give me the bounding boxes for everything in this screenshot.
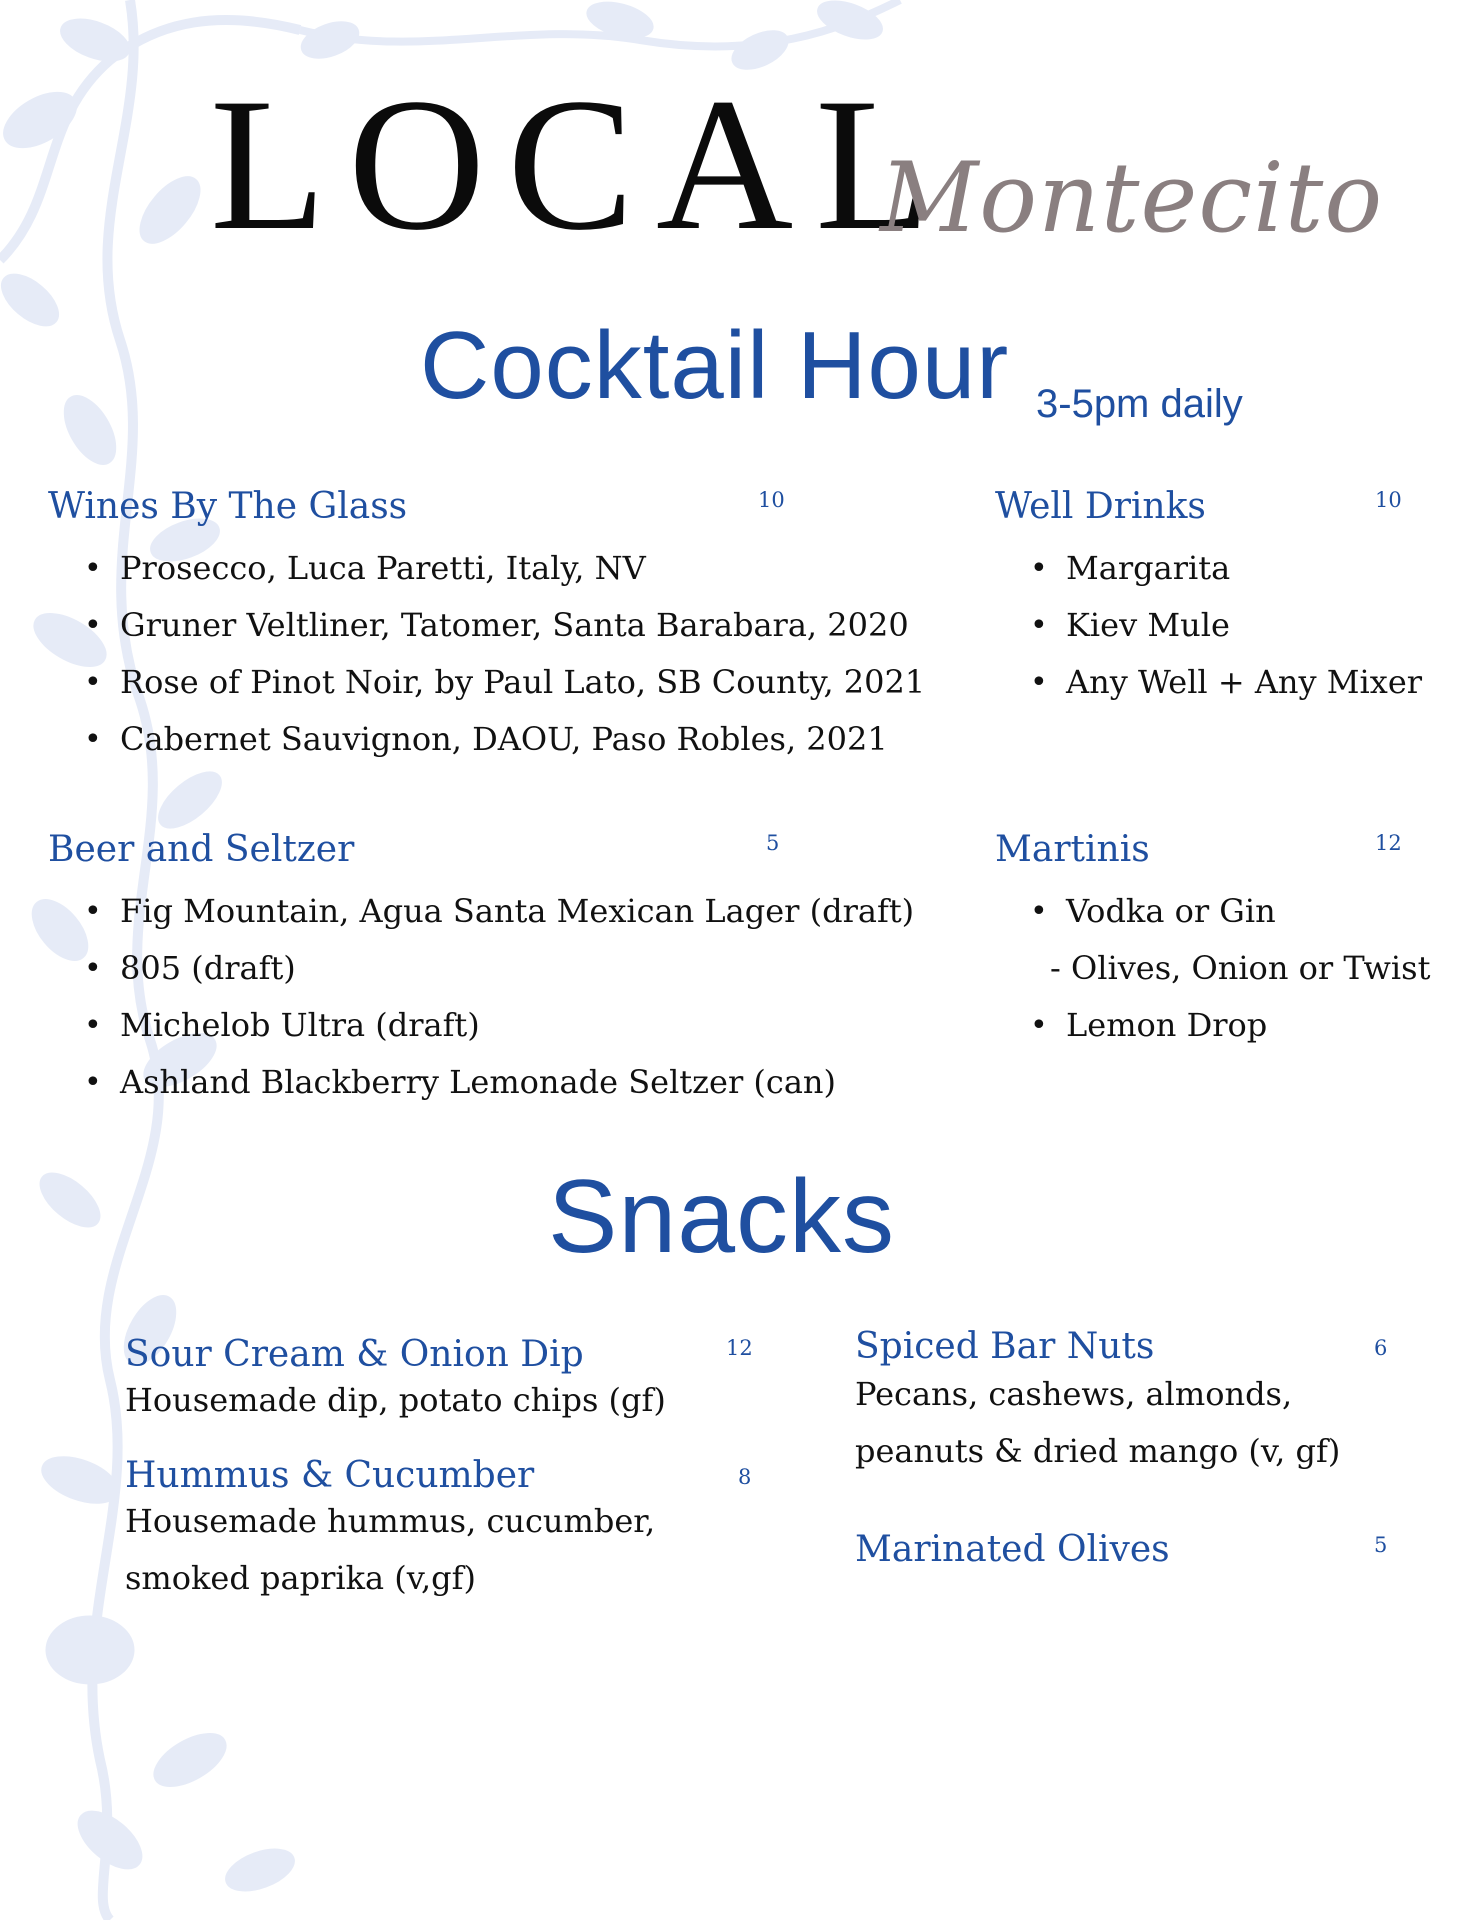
snack-name-sour-cream: Sour Cream & Onion Dip xyxy=(125,1334,584,1375)
list-item: • Lemon Drop xyxy=(1030,997,1430,1054)
snack-desc: peanuts & dried mango (v, gf) xyxy=(855,1432,1341,1470)
wines-list xyxy=(84,540,925,768)
list-item: • Prosecco, Luca Paretti, Italy, NV xyxy=(84,540,925,597)
list-item: • Michelob Ultra (draft) xyxy=(84,997,914,1054)
list-sub-item: - Olives, Onion or Twist xyxy=(1050,949,1431,987)
snack-price-sour-cream: 12 xyxy=(726,1336,753,1360)
snack-price-olives: 5 xyxy=(1374,1533,1388,1557)
well-drinks-price: 10 xyxy=(1375,488,1402,512)
martinis-heading: Martinis xyxy=(995,829,1150,870)
list-item: • Kiev Mule xyxy=(1030,597,1422,654)
martinis-price: 12 xyxy=(1375,831,1402,855)
list-item: • 805 (draft) xyxy=(84,940,914,997)
snack-name-bar-nuts: Spiced Bar Nuts xyxy=(855,1326,1155,1367)
snack-price-bar-nuts: 6 xyxy=(1374,1336,1388,1360)
martinis-list xyxy=(1030,883,1430,1054)
snack-desc: smoked paprika (v,gf) xyxy=(125,1559,476,1597)
wines-heading: Wines By The Glass xyxy=(48,486,408,527)
snacks-title: Snacks xyxy=(548,1159,896,1275)
snack-desc: Pecans, cashews, almonds, xyxy=(855,1375,1293,1413)
beer-list xyxy=(84,883,914,1111)
list-item: • Fig Mountain, Agua Santa Mexican Lager (draft) xyxy=(84,883,914,940)
wines-price: 10 xyxy=(758,488,785,512)
list-item: • Ashland Blackberry Lemonade Seltzer (can) xyxy=(84,1054,914,1111)
page-title: Cocktail Hour xyxy=(420,312,1010,419)
list-item: • Vodka or Gin xyxy=(1030,883,1430,940)
beer-heading: Beer and Seltzer xyxy=(48,829,355,870)
snack-price-hummus: 8 xyxy=(738,1465,752,1489)
snack-desc: Housemade hummus, cucumber, xyxy=(125,1502,656,1540)
snack-name-hummus: Hummus & Cucumber xyxy=(125,1455,535,1496)
snack-name-olives: Marinated Olives xyxy=(855,1529,1170,1570)
beer-price: 5 xyxy=(766,831,780,855)
snack-desc: Housemade dip, potato chips (gf) xyxy=(125,1381,666,1419)
list-item: • Gruner Veltliner, Tatomer, Santa Barabara, 2020 xyxy=(84,597,925,654)
list-item: • Rose of Pinot Noir, by Paul Lato, SB County, 2021 xyxy=(84,654,925,711)
brand-script-name: Montecito xyxy=(880,142,1384,254)
brand-logo: LOCAL xyxy=(210,60,954,270)
list-item: • Margarita xyxy=(1030,540,1422,597)
well-drinks-heading: Well Drinks xyxy=(995,486,1206,527)
list-item: • Any Well + Any Mixer xyxy=(1030,654,1422,711)
hours-note: 3-5pm daily xyxy=(1036,382,1243,426)
well-drinks-list xyxy=(1030,540,1422,711)
list-item: • Cabernet Sauvignon, DAOU, Paso Robles, 2021 xyxy=(84,711,925,768)
